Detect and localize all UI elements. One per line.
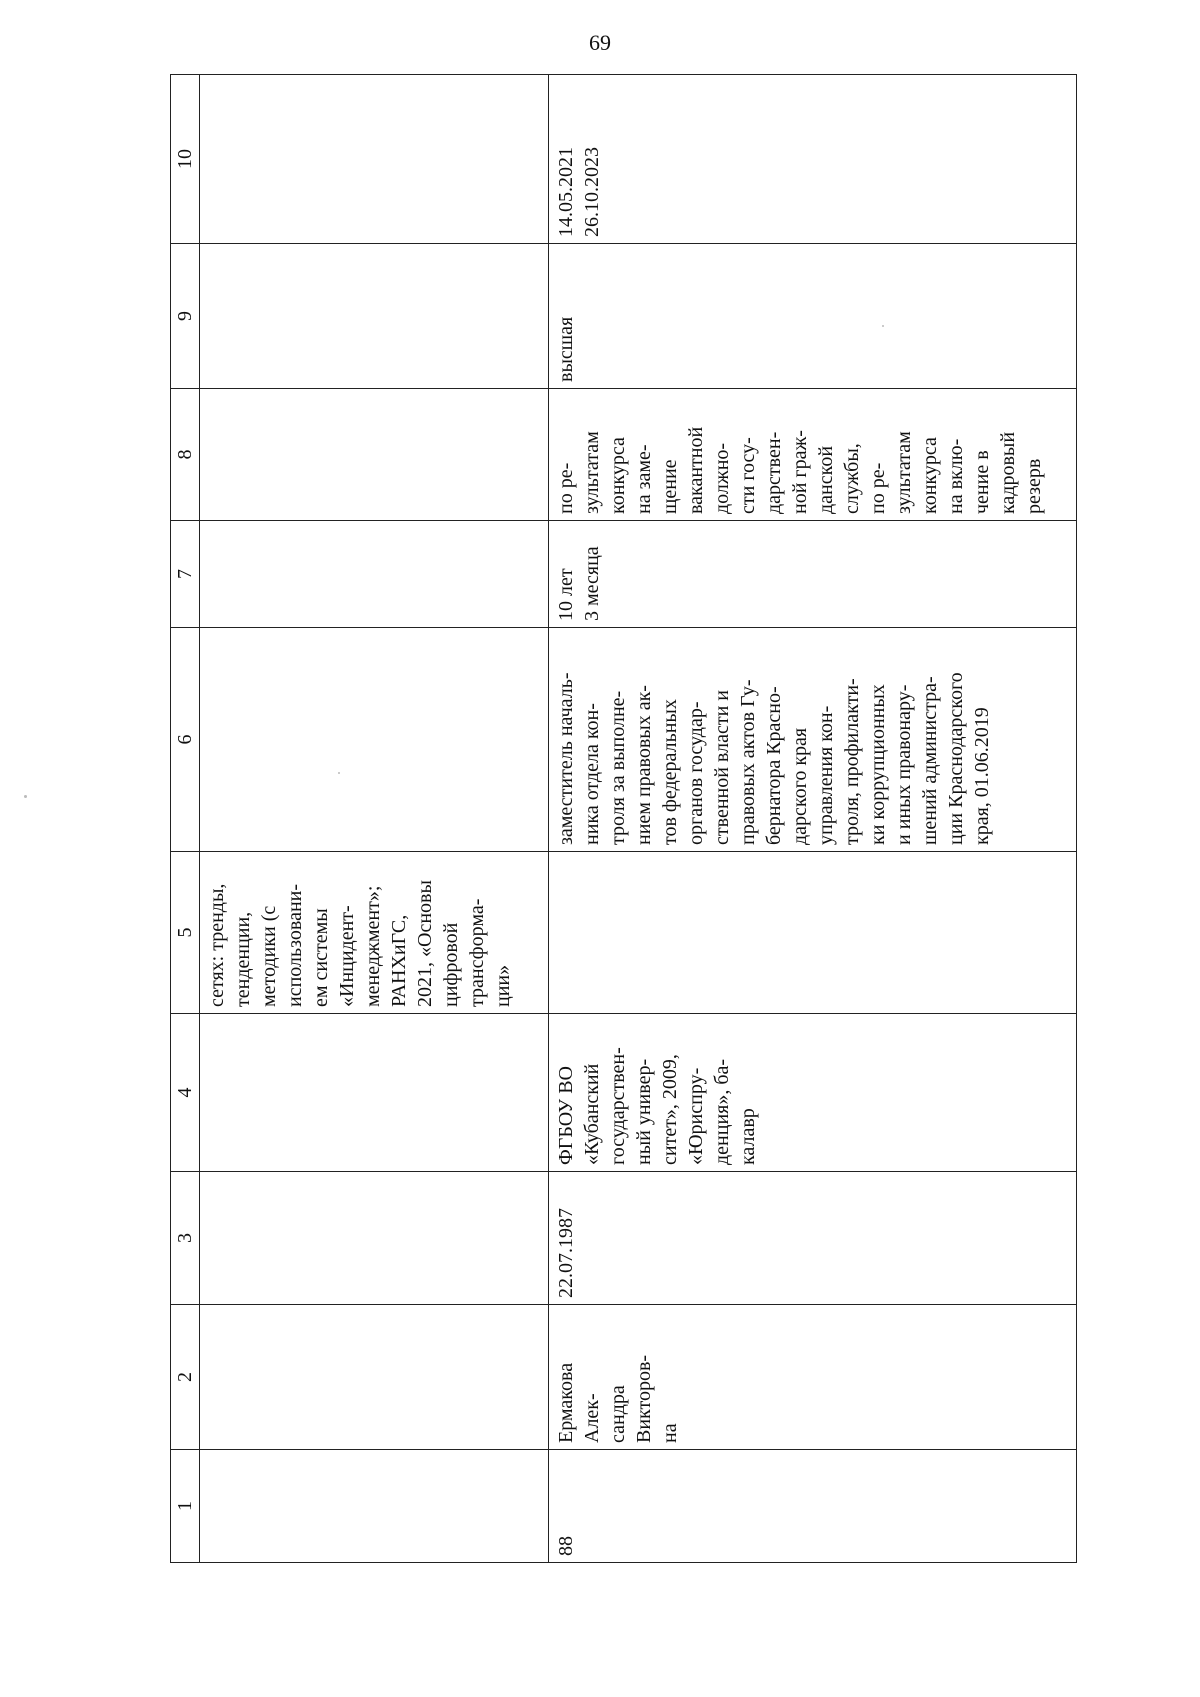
table-cell	[200, 1305, 549, 1450]
group-cell	[549, 244, 1077, 389]
header-cell: 8	[171, 389, 200, 521]
table-cell	[200, 1172, 549, 1305]
cell-line: 2021, «Основы	[414, 880, 436, 1007]
cell-line: органов государ-	[685, 701, 707, 845]
personnel-table	[170, 74, 1077, 1563]
cell-line: менеджмент»;	[362, 885, 384, 1007]
courses-cell	[549, 852, 1077, 1014]
header-cell: 2	[171, 1305, 200, 1450]
cell-line: края, 01.06.2019	[971, 707, 993, 845]
header-cell: 1	[171, 1450, 200, 1563]
cell-line: щение	[659, 459, 681, 514]
cell-line: ственной власти и	[711, 690, 733, 845]
header-cell: 10	[171, 75, 200, 244]
cell-line: вакантной	[685, 426, 707, 514]
cell-line: 10 лет	[555, 568, 577, 621]
cell-line: ции»	[492, 964, 514, 1007]
cell-line: чение в	[971, 450, 993, 514]
cell-line: ции Краснодарского	[945, 672, 967, 845]
cell-line: троля за выполне-	[607, 690, 629, 845]
table-cell	[200, 1014, 549, 1172]
table-row	[549, 75, 1077, 1563]
cell-line: 22.07.1987	[555, 1208, 577, 1298]
cell-line: ный универ-	[633, 1058, 655, 1165]
cell-line: денция», ба-	[711, 1058, 733, 1165]
scan-speck	[882, 325, 884, 327]
header-cell: 4	[171, 1014, 200, 1172]
cell-line: шений администра-	[919, 676, 941, 845]
cell-line: по ре-	[555, 462, 577, 514]
full-name-cell	[549, 1305, 1077, 1450]
cell-line: данской	[815, 445, 837, 514]
header-cell: 5	[171, 852, 200, 1014]
cell-line: ем системы	[310, 908, 332, 1007]
cell-line: заместитель началь-	[555, 672, 577, 845]
cell-line: «Кубанский	[581, 1063, 603, 1165]
cell-line: по ре-	[867, 462, 889, 514]
continuation-row	[200, 75, 549, 1563]
header-cell: 7	[171, 521, 200, 628]
cell-line: государствен-	[607, 1047, 629, 1165]
cell-line: конкурса	[919, 437, 941, 514]
birth-date-cell	[549, 1172, 1077, 1305]
table-cell	[200, 244, 549, 389]
header-row	[171, 75, 200, 1563]
cell-line: 88	[555, 1536, 577, 1556]
cell-line: ситет», 2009,	[659, 1054, 681, 1165]
cell-line: управления кон-	[815, 705, 837, 845]
header-cell: 3	[171, 1172, 200, 1305]
table-cell	[200, 1450, 549, 1563]
courses-cell	[200, 852, 549, 1014]
cell-line: трансформа-	[466, 898, 488, 1007]
cell-line: Ермакова	[555, 1362, 577, 1443]
reserve-basis-cell	[549, 389, 1077, 521]
cell-line: бернатора Красно-	[763, 686, 785, 845]
scan-speck	[338, 772, 340, 774]
cell-line: дарствен-	[763, 431, 785, 514]
cell-line: Алек-	[581, 1393, 603, 1443]
cell-line: службы,	[841, 443, 863, 514]
cell-line: и иных правонару-	[893, 684, 915, 845]
scan-speck	[24, 795, 27, 798]
table-cell	[200, 75, 549, 244]
cell-line: зультатам	[581, 431, 603, 514]
cell-line: на вклю-	[945, 438, 967, 514]
cell-line: использовани-	[284, 883, 306, 1007]
cell-line: конкурса	[607, 437, 629, 514]
cell-line: сандра	[607, 1385, 629, 1443]
cell-line: высшая	[555, 316, 577, 382]
cell-line: 26.10.2023	[581, 147, 603, 237]
cell-line: 3 месяца	[581, 546, 603, 621]
cell-line: сти госу-	[737, 437, 759, 514]
cell-line: резерв	[1023, 458, 1045, 514]
cell-line: «Юриспру-	[685, 1067, 707, 1165]
cell-line: сетях: тренды,	[206, 883, 228, 1007]
header-cell: 6	[171, 628, 200, 852]
cell-line: 14.05.2021	[555, 147, 577, 237]
cell-line: нием правовых ак-	[633, 685, 655, 845]
table-cell	[200, 389, 549, 521]
table-cell	[200, 521, 549, 628]
cell-line: зультатам	[893, 431, 915, 514]
cell-line: ника отдела кон-	[581, 703, 603, 845]
cell-line: РАНХиГС,	[388, 914, 410, 1007]
cell-line: «Инцидент-	[336, 905, 358, 1007]
cell-line: тов федеральных	[659, 699, 681, 845]
cell-line: на заме-	[633, 444, 655, 514]
cell-line: правовых актов Гу-	[737, 679, 759, 845]
header-cell: 9	[171, 244, 200, 389]
education-cell	[549, 1014, 1077, 1172]
cell-line: цифровой	[440, 922, 462, 1007]
position-cell	[549, 628, 1077, 852]
cell-line: на	[659, 1423, 681, 1443]
cell-line: троля, профилакти-	[841, 678, 863, 845]
experience-cell	[549, 521, 1077, 628]
dates-cell	[549, 75, 1077, 244]
cell-line: кадровый	[997, 431, 1019, 514]
cell-line: дарского края	[789, 727, 811, 845]
cell-line: калавр	[737, 1108, 759, 1165]
rotated-table-container	[170, 75, 1077, 1563]
cell-line: тенденции,	[232, 911, 254, 1007]
page-number: 69	[589, 30, 611, 55]
cell-line: Викторов-	[633, 1354, 655, 1443]
table-cell	[200, 628, 549, 852]
cell-line: должно-	[711, 442, 733, 514]
row-number-cell	[549, 1450, 1077, 1563]
cell-line: ФГБОУ ВО	[555, 1066, 577, 1165]
cell-line: ки коррупционных	[867, 684, 889, 845]
cell-line: методики (с	[258, 905, 280, 1007]
cell-line: ной граж-	[789, 430, 811, 514]
